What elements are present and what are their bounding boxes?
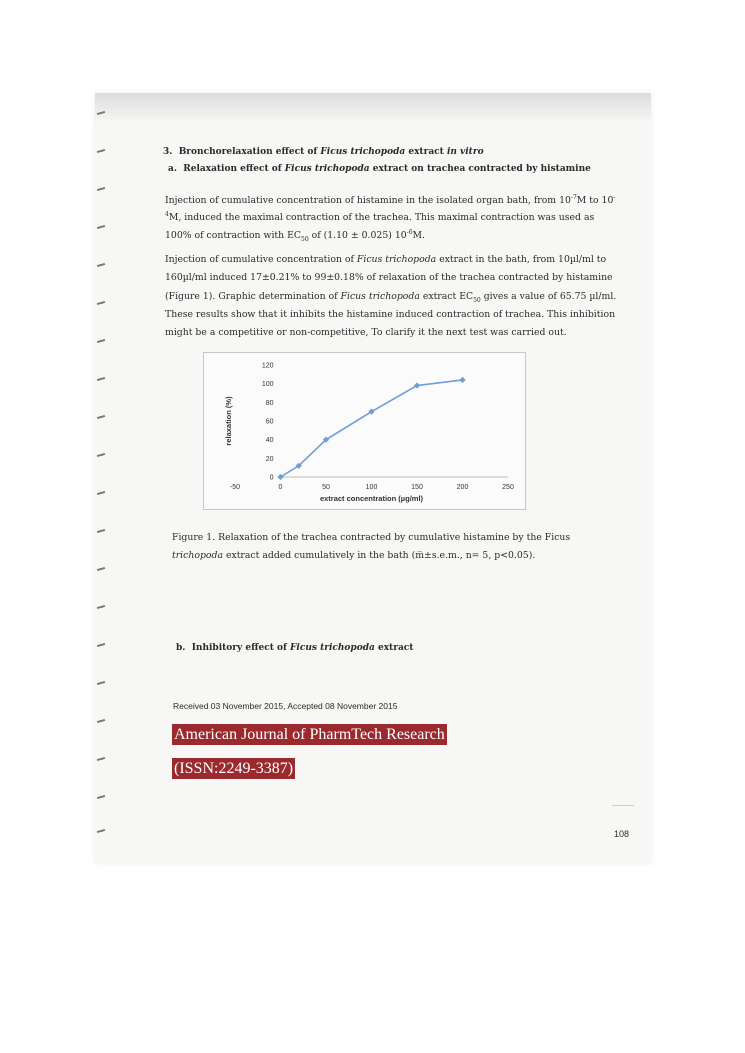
x-tick-label: 200	[456, 484, 469, 491]
paragraph-2-line: These results show that it inhibits the histamine induced contraction of trachea. This inhibition	[165, 309, 616, 320]
y-axis-label: relaxation (%)	[224, 396, 233, 446]
paragraph-2-line: 160µl/ml induced 17±0.21% to 99±0.18% of relaxation of the trachea contracted by histamine	[165, 272, 613, 283]
y-tick-label: 40	[265, 437, 274, 445]
figure-1-chart	[203, 352, 526, 510]
x-axis-label: extract concentration (µg/ml)	[319, 494, 424, 503]
y-tick-label: 80	[265, 399, 274, 407]
x-tick-label: -50	[229, 484, 241, 491]
section-heading: 3. Bronchorelaxation effect of Ficus trichopoda extract in vitro	[163, 147, 484, 157]
received-date: Received 03 November 2015, Accepted 08 November 2015	[173, 701, 398, 711]
paragraph-1-line: Injection of cumulative concentration of histamine in the isolated organ bath, from $10^{-7}M$ to 10-	[165, 194, 616, 207]
paragraph-2-line: (Figure 1). Graphic determination of Ficus trichopoda extract $EC_{50}$ gives a value of 65.75 µl/ml.	[165, 291, 617, 304]
paragraph-2-line: Injection of cumulative concentration of Ficus trichopoda extract in the bath, from 10µl/ml to	[165, 254, 607, 265]
y-tick-label: 100	[261, 381, 274, 389]
page-number: 108	[614, 829, 630, 839]
x-tick-label: 250	[502, 484, 514, 491]
x-tick-label: 0	[278, 484, 283, 491]
y-tick-label: 60	[265, 418, 274, 426]
y-tick-label: 120	[261, 362, 274, 370]
issn-banner: (ISSN:2249-3387)	[174, 760, 294, 777]
paragraph-1-line: $^4$M, induced the maximal contraction of the trachea. This maximal contraction was used as	[165, 211, 595, 224]
scan-shadow	[95, 93, 651, 123]
journal-banner: American Journal of PharmTech Research	[174, 726, 445, 743]
series-line	[281, 380, 463, 477]
data-point	[414, 382, 420, 388]
y-tick-label: 20	[265, 455, 274, 463]
paragraph-1-line: 100% of contraction with $EC_{50}$ of (1.10 ± 0.025) $10^{-6}M$.	[165, 229, 426, 243]
subsection-a-heading: a. Relaxation effect of Ficus trichopoda extract on trachea contracted by histamine	[168, 164, 591, 174]
data-point	[459, 377, 465, 383]
chart-svg	[204, 353, 525, 509]
paragraph-2-line: might be a competitive or non-competitive, To clarify it the next test was carried out.	[165, 327, 567, 338]
footer-rule	[612, 805, 634, 806]
x-tick-label: 150	[411, 484, 423, 491]
y-tick-label: 0	[269, 474, 274, 482]
x-tick-label: 100	[365, 484, 378, 491]
x-tick-label: 50	[322, 484, 330, 491]
subsection-b-heading: b. Inhibitory effect of Ficus trichopoda extract	[176, 643, 414, 653]
figure-caption-line: trichopoda extract added cumulatively in the bath (m̅±s.e.m., n= 5, p<0.05).	[172, 550, 536, 561]
figure-caption-line: Figure 1. Relaxation of the trachea contracted by cumulative histamine by the Ficus	[172, 532, 571, 543]
